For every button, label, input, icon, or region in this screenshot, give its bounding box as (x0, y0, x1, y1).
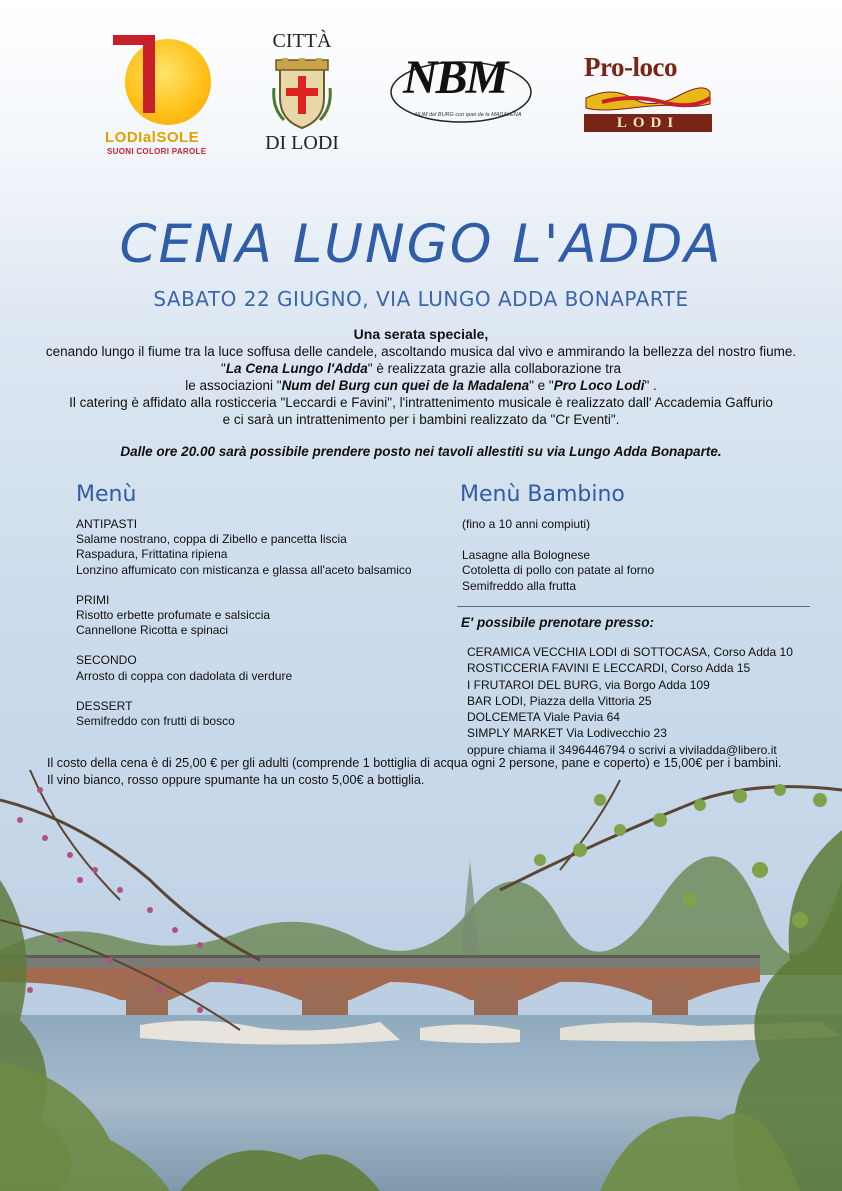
logo-citta-di-lodi (262, 30, 342, 160)
intro-line: cenando lungo il fiume tra la luce soffusa delle candele, ascoltando musica dal vivo e ammirando la bellezza del nostro fiume. (45, 344, 797, 359)
logo-city-top: CITTÀ (272, 30, 332, 52)
cost-line: Il costo della cena è di 25,00 € per gli adulti (comprende 1 bottiglia di acqua ogni 2 persone, pane e coperto) e 15,00€ per i bambini. (47, 756, 782, 770)
booking-contact: oppure chiama il 3496446794 o scrivi a viviladda@libero.it (467, 742, 777, 757)
booking-item: DOLCEMETA Viale Pavia 64 (467, 710, 620, 725)
intro-emphasis: Pro Loco Lodi (553, 378, 645, 393)
menu-section-secondo (76, 653, 412, 683)
divider (457, 606, 810, 607)
sun-icon (125, 39, 211, 125)
menu-bambino-heading: Menù Bambino (460, 482, 625, 507)
booking-heading: E' possibile prenotare presso: (461, 615, 655, 630)
menu-item: Arrosto di coppa con dadolata di verdure (76, 668, 293, 683)
menu-item: Risotto erbette profumate e salsiccia (76, 608, 271, 623)
intro-line-rest: è realizzata grazie alla collaborazione tra (372, 361, 621, 376)
booking-list (467, 644, 793, 758)
booking-item: BAR LODI, Piazza della Vittoria 25 (467, 693, 652, 708)
menu-section-label: SECONDO (76, 653, 137, 668)
logo-name: LODIalSOLE (105, 129, 200, 146)
logo-name: NBM (403, 51, 507, 104)
logo-lodi-al-sole (105, 35, 215, 160)
menu-item: Cotoletta di pollo con patate al forno (462, 563, 655, 578)
river-scene-image (0, 760, 842, 1191)
seating-notice: Dalle ore 20.00 sarà possibile prendere posto nei tavoli allestiti su via Lungo Adda Bonaparte. (120, 444, 722, 459)
menu-list (76, 517, 412, 744)
booking-item: CERAMICA VECCHIA LODI di SOTTOCASA, Corso Adda 10 (467, 645, 793, 659)
intro-line: "La Cena Lungo l'Adda" è realizzata grazie alla collaborazione tra (221, 361, 621, 376)
menu-section-dessert (76, 699, 412, 729)
menu-item: Lonzino affumicato con misticanza e glassa all'aceto balsamico (76, 562, 412, 577)
logo-tagline: SUONI COLORI PAROLE (107, 147, 207, 156)
menu-item: Lasagne alla Bolognese (462, 548, 591, 563)
logo-city-bottom: DI LODI (265, 132, 339, 154)
menu-section-label: DESSERT (76, 698, 133, 713)
logo-place: LODI (584, 114, 712, 132)
logo-pro-loco (582, 52, 714, 132)
menu-section-label: ANTIPASTI (76, 517, 138, 531)
menu-bambino-list (462, 517, 654, 594)
menu-item: Semifreddo alla frutta (462, 578, 577, 593)
menu-item: Cannellone Ricotta e spinaci (76, 623, 229, 638)
intro-line (0, 377, 842, 394)
booking-item: ROSTICCERIA FAVINI E LECCARDI, Corso Adda 15 (467, 661, 751, 676)
intro-text-part: " e " (529, 378, 554, 393)
intro-heading: Una serata speciale, (353, 326, 489, 342)
cost-line: Il vino bianco, rosso oppure spumante ha un costo 5,00€ a bottiglia. (47, 773, 425, 787)
intro-text (0, 326, 842, 428)
intro-text-part: le associazioni " (185, 378, 282, 393)
booking-item: SIMPLY MARKET Via Lodivecchio 23 (467, 726, 667, 741)
menu-item: Raspadura, Frittatina ripiena (76, 547, 228, 562)
logo-name: Pro-loco (584, 52, 677, 82)
intro-line: Il catering è affidato alla rosticceria "Leccardi e Favini", l'intrattenimento musicale è realizzato dall' Accademia Gaffurio (69, 395, 773, 410)
booking-item: I FRUTAROI DEL BURG, via Borgo Adda 109 (467, 677, 710, 692)
menu-item: Semifreddo con frutti di bosco (76, 714, 235, 729)
menu-item: Salame nostrano, coppa di Zibello e pancetta liscia (76, 532, 347, 547)
intro-text-part: " . (644, 378, 657, 393)
intro-line: e ci sarà un intrattenimento per i bambini realizzato da "Cr Eventi". (222, 412, 620, 427)
menu-bambino-note: (fino a 10 anni compiuti) (462, 517, 591, 531)
coat-of-arms-icon (272, 58, 332, 130)
menu-section-label: PRIMI (76, 592, 110, 607)
logo-bar (143, 35, 155, 113)
logo-nbm (385, 50, 535, 130)
intro-emphasis: Num del Burg cun quei de la Madalena (281, 378, 530, 393)
logo-tagline: NUM del BURG cun quei de la MADALENA (415, 112, 522, 118)
menu-section-primi (76, 593, 412, 639)
intro-emphasis: La Cena Lungo l'Adda (225, 361, 368, 376)
page-subtitle: SABATO 22 GIUGNO, VIA LUNGO ADDA BONAPARTE (153, 287, 689, 311)
menu-section-antipasti (76, 517, 412, 578)
flag-icon (582, 84, 714, 114)
menu-heading: Menù (76, 482, 137, 507)
cost-info (47, 755, 781, 789)
page-title: CENA LUNGO L'ADDA (119, 214, 723, 275)
